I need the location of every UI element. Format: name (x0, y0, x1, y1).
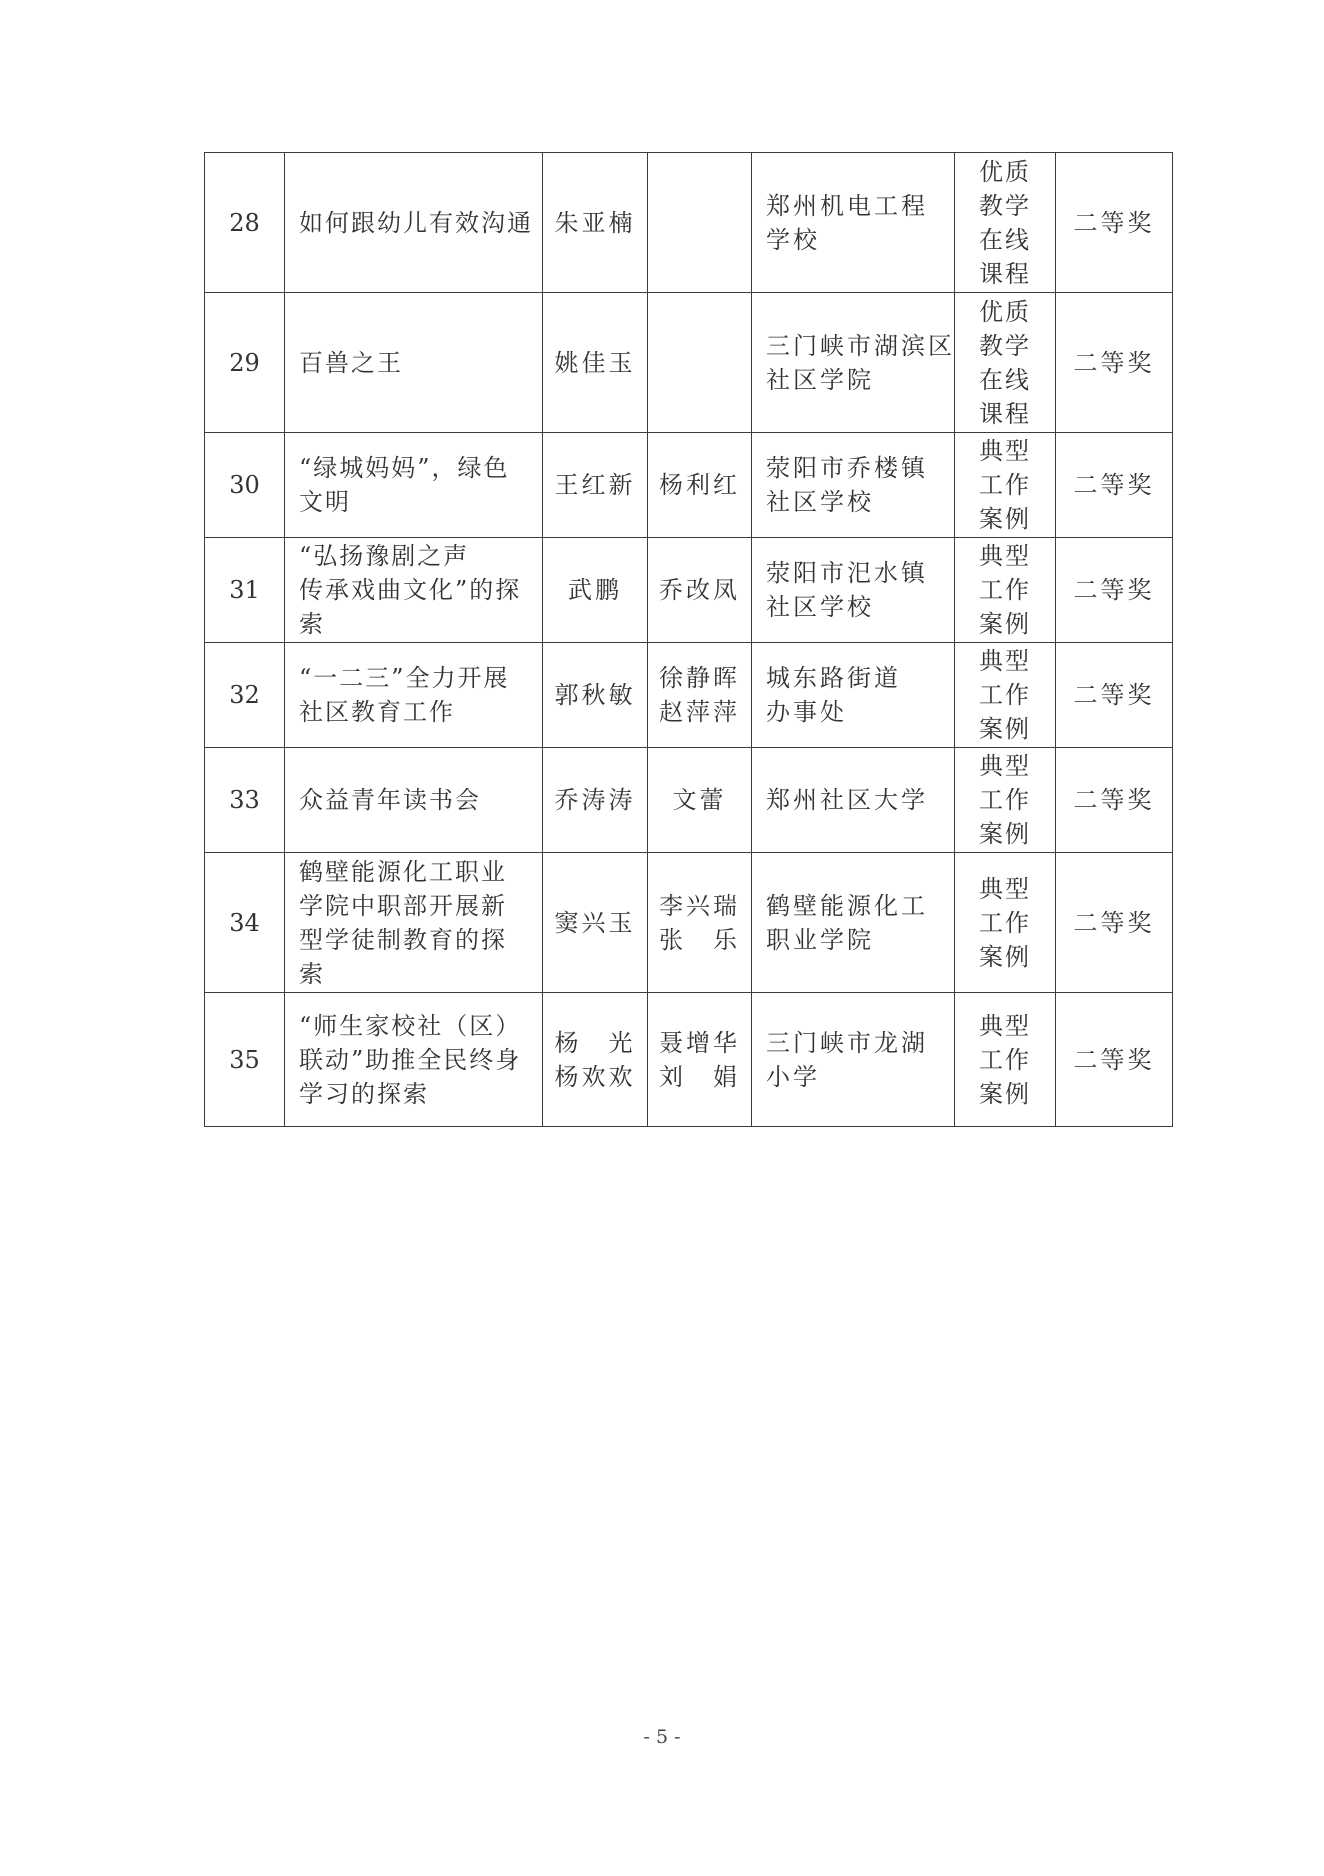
coauthor-cell (648, 748, 752, 853)
unit-cell (752, 153, 955, 293)
category-line: 工作 (979, 576, 1031, 604)
unit-line: 学校 (766, 225, 820, 254)
author-line: 乔涛涛 (554, 786, 636, 814)
coauthor-line: 赵萍萍 (659, 698, 740, 726)
title-line: 学院中职部开展新 (299, 891, 507, 920)
title-line: 索 (299, 959, 325, 988)
unit-cell (752, 993, 955, 1127)
category-line: 工作 (979, 1045, 1031, 1074)
unit-cell (752, 853, 955, 993)
author-line: 窦兴玉 (554, 908, 636, 937)
coauthor-line: 徐静晖 (659, 664, 740, 692)
category-line: 典型 (979, 1011, 1031, 1040)
category-line: 案例 (979, 942, 1031, 971)
author-line: 朱亚楠 (554, 208, 636, 237)
category-line: 工作 (979, 786, 1031, 814)
category-line: 案例 (979, 610, 1031, 638)
unit-cell (752, 433, 955, 538)
table-body (205, 153, 1173, 1127)
entry-title-cell (285, 853, 543, 993)
entry-number-cell: 32 (205, 643, 285, 748)
coauthor-line: 李兴瑞 (659, 891, 740, 920)
unit-cell (752, 643, 955, 748)
entry-title-cell (285, 433, 543, 538)
author-line: 杨 光 (554, 1028, 636, 1057)
author-cell (543, 153, 648, 293)
category-line: 工作 (979, 908, 1031, 937)
entry-number-cell: 33 (205, 748, 285, 853)
category-cell (955, 853, 1056, 993)
coauthor-cell (648, 993, 752, 1127)
unit-cell (752, 293, 955, 433)
author-line: 王红新 (554, 471, 636, 499)
entry-number-cell: 35 (205, 993, 285, 1127)
author-cell (543, 853, 648, 993)
table-row (205, 643, 1173, 748)
title-line: 联动”助推全民终身 (299, 1045, 522, 1074)
unit-line: 郑州机电工程 (766, 191, 928, 220)
category-line: 优质 (979, 297, 1031, 326)
category-line: 工作 (979, 471, 1031, 499)
category-line: 案例 (979, 715, 1031, 743)
unit-line: 社区学校 (766, 593, 874, 621)
author-line: 郭秋敏 (554, 681, 636, 709)
page-number: - 5 - (643, 1726, 681, 1748)
coauthor-line: 张 乐 (659, 925, 740, 954)
award-cell: 二等奖 (1056, 538, 1173, 643)
entry-title-cell (285, 993, 543, 1127)
author-cell (543, 993, 648, 1127)
entry-title-cell (285, 538, 543, 643)
title-line: 百兽之王 (299, 348, 403, 377)
category-line: 课程 (979, 399, 1031, 428)
coauthor-cell (648, 293, 752, 433)
category-cell (955, 538, 1056, 643)
unit-line: 城东路街道 (766, 664, 901, 692)
title-line: 如何跟幼儿有效沟通 (299, 208, 533, 237)
title-line: 传承戏曲文化”的探 (299, 576, 522, 604)
category-line: 案例 (979, 1079, 1031, 1108)
coauthor-cell (648, 643, 752, 748)
award-cell: 二等奖 (1056, 853, 1173, 993)
table-row (205, 993, 1173, 1127)
table-row (205, 538, 1173, 643)
unit-cell (752, 538, 955, 643)
coauthor-cell (648, 538, 752, 643)
author-line: 姚佳玉 (554, 348, 636, 377)
entry-title-cell (285, 293, 543, 433)
entry-number-cell: 30 (205, 433, 285, 538)
coauthor-line: 刘 娟 (659, 1062, 740, 1091)
title-line: 社区教育工作 (299, 698, 455, 726)
title-line: “绿城妈妈”，绿色 (299, 454, 510, 482)
title-line: 众益青年读书会 (299, 786, 481, 814)
unit-line: 三门峡市湖滨区 (766, 331, 955, 360)
entry-title-cell (285, 153, 543, 293)
author-cell (543, 293, 648, 433)
title-line: “弘扬豫剧之声 (299, 542, 470, 570)
unit-line: 办事处 (766, 698, 847, 726)
title-line: 学习的探索 (299, 1079, 429, 1108)
title-line: 鹤壁能源化工职业 (299, 857, 507, 886)
category-cell (955, 153, 1056, 293)
unit-cell (752, 748, 955, 853)
category-line: 案例 (979, 820, 1031, 848)
category-line: 案例 (979, 505, 1031, 533)
coauthor-cell (648, 433, 752, 538)
award-cell: 二等奖 (1056, 748, 1173, 853)
category-line: 典型 (979, 752, 1031, 780)
category-line: 课程 (979, 259, 1031, 288)
unit-line: 职业学院 (766, 925, 874, 954)
coauthor-cell (648, 153, 752, 293)
category-line: 教学 (979, 191, 1031, 220)
coauthor-line: 聂增华 (659, 1028, 740, 1057)
category-cell (955, 433, 1056, 538)
author-cell (543, 538, 648, 643)
title-line: “一二三”全力开展 (299, 664, 510, 692)
author-cell (543, 433, 648, 538)
entry-number-cell: 28 (205, 153, 285, 293)
category-line: 在线 (979, 225, 1031, 254)
category-line: 典型 (979, 874, 1031, 903)
entry-number-cell: 31 (205, 538, 285, 643)
coauthor-line: 文蕾 (672, 786, 727, 814)
category-cell (955, 643, 1056, 748)
entry-number-cell: 34 (205, 853, 285, 993)
category-line: 典型 (979, 647, 1031, 675)
category-cell (955, 293, 1056, 433)
category-line: 在线 (979, 365, 1031, 394)
table-row (205, 293, 1173, 433)
coauthor-cell (648, 853, 752, 993)
author-line: 武鹏 (568, 576, 622, 604)
unit-line: 荥阳市乔楼镇 (766, 454, 928, 482)
table-row (205, 433, 1173, 538)
unit-line: 社区学院 (766, 365, 874, 394)
table-row (205, 853, 1173, 993)
entry-title-cell (285, 643, 543, 748)
award-cell: 二等奖 (1056, 293, 1173, 433)
category-line: 工作 (979, 681, 1031, 709)
unit-line: 鹤壁能源化工 (766, 891, 928, 920)
coauthor-line: 乔改凤 (659, 576, 740, 604)
award-list-table (204, 152, 1173, 1127)
author-line: 杨欢欢 (554, 1062, 636, 1091)
category-cell (955, 748, 1056, 853)
title-line: “师生家校社（区） (299, 1011, 522, 1040)
table-row (205, 748, 1173, 853)
category-line: 典型 (979, 437, 1031, 465)
table-row (205, 153, 1173, 293)
category-cell (955, 993, 1056, 1127)
title-line: 索 (299, 610, 325, 638)
unit-line: 小学 (766, 1062, 820, 1091)
entry-title-cell (285, 748, 543, 853)
award-cell: 二等奖 (1056, 993, 1173, 1127)
category-line: 教学 (979, 331, 1031, 360)
coauthor-line: 杨利红 (659, 471, 740, 499)
unit-line: 荥阳市汜水镇 (766, 559, 928, 587)
author-cell (543, 748, 648, 853)
award-cell: 二等奖 (1056, 433, 1173, 538)
unit-line: 三门峡市龙湖 (766, 1028, 928, 1057)
entry-number-cell: 29 (205, 293, 285, 433)
award-cell: 二等奖 (1056, 643, 1173, 748)
title-line: 型学徒制教育的探 (299, 925, 507, 954)
unit-line: 社区学校 (766, 488, 874, 516)
unit-line: 郑州社区大学 (766, 786, 928, 814)
award-cell: 二等奖 (1056, 153, 1173, 293)
author-cell (543, 643, 648, 748)
category-line: 优质 (979, 157, 1031, 186)
category-line: 典型 (979, 542, 1031, 570)
title-line: 文明 (299, 488, 351, 516)
